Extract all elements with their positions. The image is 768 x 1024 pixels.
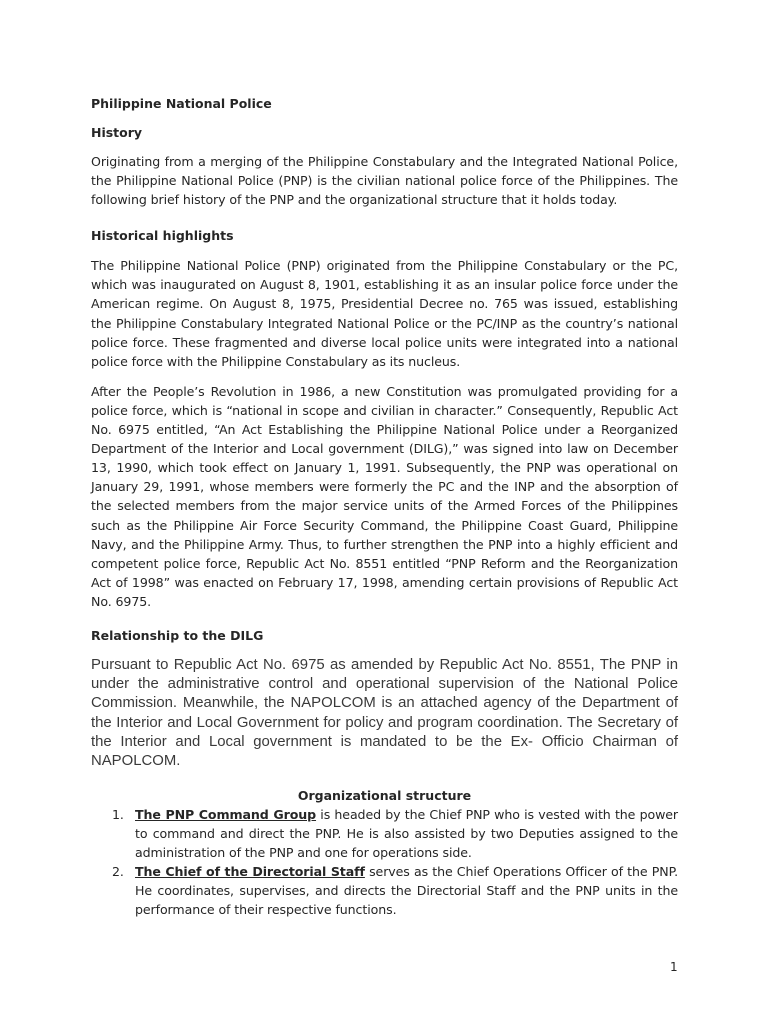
list-item-text: is headed by the Chief PNP who is vested with the power to command and direct the PNP. He is also assisted by two Deputies assigned to the administration of the PNP and one for operations side.	[135, 807, 678, 861]
list-item-term: The Chief of the Directorial Staff	[135, 864, 365, 880]
list-item-text: serves as the Chief Operations Officer of the PNP. He coordinates, supervises, and directs the Directorial Staff and the PNP units in the performance of their respective functions.	[135, 864, 679, 918]
highlights-paragraph-2: After the People’s Revolution in 1986, a new Constitution was promulgated providing for a police force, which is “national in scope and civilian in character.” Consequently, Republic Act No. 6975 entitled, “An Act Establishing the Philippine National Police under a Reorganized Department of the Interior and Local government (DILG),” was signed into law on December 13, 1990, which took effect on January 1, 1991. Subsequently, the PNP was operational on January 29, 1991, whose members were formerly the PC and the INP and the absorption of the selected members from the major service units of the Armed Forces of the Philippines such as the Philippine Air Force Security Command, the Philippine Coast Guard, Philippine Navy, and the Philippine Army. Thus, to further strengthen the PNP into a highly efficient and competent police force, Republic Act No. 8551 entitled “PNP Reform and the Reorganization Act of 1998” was enacted on February 17, 1998, amending certain provisions of Republic Act No. 6975.	[91, 383, 678, 609]
dilg-heading: Relationship to the DILG	[91, 627, 264, 643]
history-heading: History	[91, 125, 143, 140]
organizational-structure-heading: Organizational structure	[297, 788, 472, 804]
document-page	[91, 94, 678, 919]
list-item-number: 2.	[112, 864, 124, 880]
document-title: Philippine National Police	[91, 96, 272, 111]
dilg-paragraph: Pursuant to Republic Act No. 6975 as amended by Republic Act No. 8551, The PNP in under the administrative control and operational supervision of the National Police Commission. Meanwhile, the NAPOLCOM is an attached agency of the Department of the Interior and Local Government for policy and program coordination. The Secretary of the Interior and Local government is mandated to be the Ex- Officio Chairman of NAPOLCOM.	[91, 656, 678, 769]
intro-paragraph: Originating from a merging of the Philippine Constabulary and the Integrated National Police, the Philippine National Police (PNP) is the civilian national police force of the Philippines. The following brief history of the PNP and the organizational structure that it holds today.	[91, 154, 678, 208]
page-number: 1	[670, 960, 678, 974]
list-item	[91, 805, 678, 862]
list-item-number: 1.	[112, 807, 124, 823]
list-item-term: The PNP Command Group	[135, 807, 317, 823]
historical-highlights-heading: Historical highlights	[91, 228, 234, 244]
organizational-structure-list	[91, 805, 678, 919]
list-item	[91, 862, 678, 919]
highlights-paragraph-1: The Philippine National Police (PNP) originated from the Philippine Constabulary or the PC, which was inaugurated on August 8, 1901, establishing it as an insular police force under the American regime. On August 8, 1975, Presidential Decree no. 765 was issued, establishing the Philippine Constabulary Integrated National Police or the PC/INP as the country’s national police force. These fragmented and diverse local police units were integrated into a national police force with the Philippine Constabulary as its nucleus.	[91, 258, 678, 369]
